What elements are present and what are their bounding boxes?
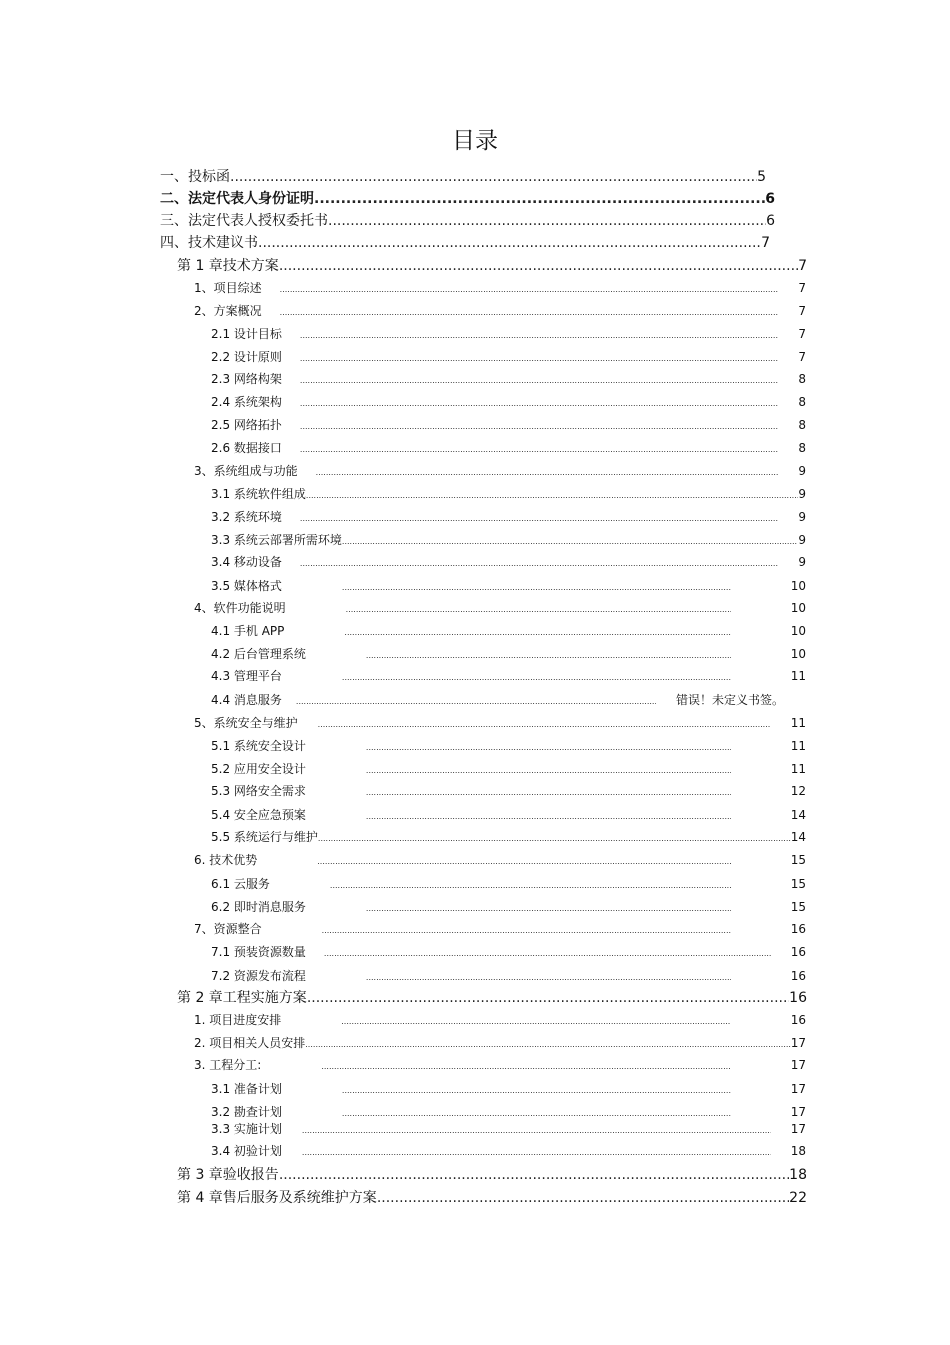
dot-leader xyxy=(318,717,771,733)
dot-leader xyxy=(318,831,791,847)
toc-entry[interactable] xyxy=(211,554,806,572)
toc-entry[interactable] xyxy=(211,1081,806,1099)
toc-entry-label: 3.2 勘查计划 xyxy=(211,1105,282,1119)
toc-entry[interactable] xyxy=(211,394,806,412)
toc-entry-page-number: 8 xyxy=(798,441,806,455)
toc-entry-page-number: 16 xyxy=(790,969,806,983)
toc-entry-label: 第 4 章售后服务及系统维护方案 xyxy=(177,1190,377,1206)
toc-entry-page-number: 15 xyxy=(790,877,806,891)
toc-entry-page-number: 17 xyxy=(790,1036,806,1050)
dot-leader xyxy=(280,282,779,298)
dot-leader xyxy=(300,419,778,435)
toc-entry-page-number: 9 xyxy=(798,464,806,478)
toc-entry-label: 3.5 媒体格式 xyxy=(211,579,282,593)
dot-leader xyxy=(366,785,731,801)
toc-entry[interactable] xyxy=(177,1166,807,1184)
dot-leader xyxy=(342,670,731,686)
toc-entry-label: 2、方案概况 xyxy=(194,304,262,318)
toc-entry-label: 7、资源整合 xyxy=(194,922,262,936)
toc-entry[interactable] xyxy=(211,440,806,458)
dot-leader xyxy=(330,878,731,894)
toc-entry[interactable] xyxy=(211,738,806,756)
toc-entry[interactable] xyxy=(211,532,806,550)
toc-entry-label: 4.4 消息服务 xyxy=(211,693,282,707)
dot-leader xyxy=(344,625,730,641)
toc-entry-label: 3.1 准备计划 xyxy=(211,1082,282,1096)
toc-entry-label: 1、项目综述 xyxy=(194,281,262,295)
toc-entry-label: 3.4 移动设备 xyxy=(211,555,282,569)
toc-entry-label: 5.2 应用安全设计 xyxy=(211,762,306,776)
dot-leader xyxy=(346,602,731,618)
dot-leader xyxy=(366,809,731,825)
toc-entry[interactable] xyxy=(177,1189,807,1207)
dot-leader xyxy=(305,1037,790,1053)
dot-leader xyxy=(296,694,656,710)
dot-leader xyxy=(377,1189,789,1207)
toc-entry[interactable] xyxy=(160,190,775,208)
toc-entry-page-number: 9 xyxy=(798,487,806,501)
toc-entry-label: 第 2 章工程实施方案 xyxy=(177,990,307,1006)
dot-leader xyxy=(300,442,778,458)
toc-entry-page-number: 22 xyxy=(789,1190,807,1206)
toc-entry-label: 3.1 系统软件组成 xyxy=(211,487,306,501)
toc-entry[interactable] xyxy=(211,876,806,894)
toc-entry-page-number: 11 xyxy=(790,716,806,730)
toc-entry[interactable] xyxy=(211,968,806,986)
toc-entry-page-number: 17 xyxy=(790,1082,806,1096)
toc-entry-page-number: 17 xyxy=(790,1058,806,1072)
toc-entry-page-number: 16 xyxy=(789,990,807,1006)
toc-entry[interactable] xyxy=(194,852,806,870)
toc-entry[interactable] xyxy=(211,829,806,847)
toc-entry-page-number: 8 xyxy=(798,372,806,386)
toc-entry-page-number: 16 xyxy=(790,945,806,959)
toc-entry-page-number: 14 xyxy=(790,830,806,844)
toc-entry[interactable] xyxy=(194,1012,806,1030)
toc-entry-page-number: 10 xyxy=(790,647,806,661)
page-title: 目录 xyxy=(452,128,498,154)
toc-entry-page-number: 11 xyxy=(790,669,806,683)
toc-entry[interactable] xyxy=(194,280,806,298)
toc-entry-page-number: 8 xyxy=(798,418,806,432)
toc-entry-label: 5、系统安全与维护 xyxy=(194,716,298,730)
dot-leader xyxy=(279,257,798,275)
toc-entry[interactable] xyxy=(194,1057,806,1075)
toc-entry-page-number: 错误！未定义书签。 xyxy=(675,693,784,707)
toc-entry[interactable] xyxy=(211,326,806,344)
toc-entry-label: 4、软件功能说明 xyxy=(194,601,286,615)
dot-leader xyxy=(324,946,771,962)
dot-leader xyxy=(341,1014,730,1030)
dot-leader xyxy=(342,1083,731,1099)
toc-entry-page-number: 9 xyxy=(798,533,806,547)
toc-entry-label: 6.2 即时消息服务 xyxy=(211,900,306,914)
dot-leader xyxy=(302,1145,771,1161)
dot-leader xyxy=(279,1166,789,1184)
toc-entry-label: 二、法定代表人身份证明 xyxy=(160,191,314,207)
dot-leader xyxy=(366,740,731,756)
toc-entry[interactable] xyxy=(211,692,784,710)
toc-entry-page-number: 18 xyxy=(789,1167,807,1183)
toc-entry-label: 4.2 后台管理系统 xyxy=(211,647,306,661)
toc-entry-page-number: 16 xyxy=(790,922,806,936)
dot-leader xyxy=(366,970,731,986)
toc-entry-label: 7.1 预装资源数量 xyxy=(211,945,306,959)
dot-leader xyxy=(306,488,798,504)
toc-entry-page-number: 9 xyxy=(798,555,806,569)
toc-entry-label: 3.3 实施计划 xyxy=(211,1122,282,1136)
toc-entry-label: 6. 技术优势 xyxy=(194,853,258,867)
toc-entry-label: 1. 项目进度安排 xyxy=(194,1013,282,1027)
toc-entry[interactable] xyxy=(177,989,807,1007)
dot-leader xyxy=(317,854,730,870)
toc-entry-label: 第 3 章验收报告 xyxy=(177,1167,279,1183)
toc-entry-label: 2.2 设计原则 xyxy=(211,350,282,364)
dot-leader xyxy=(300,328,778,344)
toc-entry-page-number: 5 xyxy=(757,169,766,185)
toc-entry[interactable] xyxy=(211,646,806,664)
toc-entry-label: 3.2 系统环境 xyxy=(211,510,282,524)
dot-leader xyxy=(322,923,731,939)
toc-entry[interactable] xyxy=(211,899,806,917)
toc-entry-page-number: 10 xyxy=(790,624,806,638)
toc-entry-label: 4.3 管理平台 xyxy=(211,669,282,683)
dot-leader xyxy=(280,305,779,321)
dot-leader xyxy=(300,396,778,412)
toc-entry-label: 三、法定代表人授权委托书 xyxy=(160,213,328,229)
dot-leader xyxy=(302,1123,771,1139)
dot-leader xyxy=(300,373,778,389)
toc-entry-page-number: 10 xyxy=(790,579,806,593)
toc-entry[interactable] xyxy=(194,715,806,733)
toc-entry-page-number: 14 xyxy=(790,808,806,822)
toc-entry-label: 6.1 云服务 xyxy=(211,877,270,891)
toc-entry-label: 5.3 网络安全需求 xyxy=(211,784,306,798)
toc-entry-page-number: 17 xyxy=(790,1122,806,1136)
toc-entry[interactable] xyxy=(194,921,806,939)
toc-entry[interactable] xyxy=(211,807,806,825)
toc-entry-page-number: 12 xyxy=(790,784,806,798)
toc-entry-label: 2.1 设计目标 xyxy=(211,327,282,341)
toc-entry-page-number: 17 xyxy=(790,1105,806,1119)
toc-entry-label: 四、技术建议书 xyxy=(160,235,258,251)
dot-leader xyxy=(342,1106,731,1122)
toc-entry[interactable] xyxy=(211,417,806,435)
toc-entry-label: 2.5 网络拓扑 xyxy=(211,418,282,432)
toc-entry-page-number: 10 xyxy=(790,601,806,615)
toc-entry[interactable] xyxy=(194,600,806,618)
toc-entry[interactable] xyxy=(211,578,806,596)
dot-leader xyxy=(258,234,761,252)
toc-entry[interactable] xyxy=(194,463,806,481)
dot-leader xyxy=(366,763,731,779)
dot-leader xyxy=(300,351,778,367)
toc-entry[interactable] xyxy=(211,783,806,801)
toc-entry-label: 3. 工程分工: xyxy=(194,1058,262,1072)
toc-entry-label: 4.1 手机 APP xyxy=(211,624,285,638)
toc-entry[interactable] xyxy=(211,371,806,389)
toc-entry-page-number: 15 xyxy=(790,853,806,867)
dot-leader xyxy=(342,534,798,550)
toc-entry-label: 5.4 安全应急预案 xyxy=(211,808,306,822)
toc-entry-page-number: 9 xyxy=(798,510,806,524)
dot-leader xyxy=(314,190,765,208)
toc-entry-label: 2. 项目相关人员安排 xyxy=(194,1036,306,1050)
toc-entry[interactable] xyxy=(211,509,806,527)
toc-entry[interactable] xyxy=(211,668,806,686)
toc-entry-page-number: 7 xyxy=(798,327,806,341)
toc-entry-label: 2.3 网络构架 xyxy=(211,372,282,386)
toc-entry-page-number: 15 xyxy=(790,900,806,914)
toc-entry-page-number: 6 xyxy=(765,191,775,207)
toc-entry-label: 7.2 资源发布流程 xyxy=(211,969,306,983)
dot-leader xyxy=(366,901,731,917)
toc-entry-label: 一、投标函 xyxy=(160,169,230,185)
toc-entry[interactable] xyxy=(211,1143,806,1161)
toc-entry[interactable] xyxy=(211,1121,806,1139)
toc-entry-label: 3.3 系统云部署所需环境 xyxy=(211,533,342,547)
toc-entry-page-number: 6 xyxy=(766,213,775,229)
toc-entry-page-number: 7 xyxy=(798,350,806,364)
toc-entry-page-number: 7 xyxy=(798,281,806,295)
toc-entry-page-number: 8 xyxy=(798,395,806,409)
toc-entry-page-number: 7 xyxy=(798,258,807,274)
toc-entry-page-number: 16 xyxy=(790,1013,806,1027)
toc-entry[interactable] xyxy=(194,1035,806,1053)
toc-entry-label: 第 1 章技术方案 xyxy=(177,258,279,274)
toc-entry[interactable] xyxy=(211,623,806,641)
toc-entry-label: 3.4 初验计划 xyxy=(211,1144,282,1158)
toc-entry-page-number: 11 xyxy=(790,762,806,776)
toc-entry-page-number: 18 xyxy=(790,1144,806,1158)
toc-entry-label: 2.6 数据接口 xyxy=(211,441,282,455)
dot-leader xyxy=(307,989,789,1007)
dot-leader xyxy=(230,168,757,186)
toc-entry-label: 2.4 系统架构 xyxy=(211,395,282,409)
dot-leader xyxy=(366,648,731,664)
toc-entry[interactable] xyxy=(194,303,806,321)
toc-entry[interactable] xyxy=(211,486,806,504)
toc-entry[interactable] xyxy=(160,168,766,186)
toc-entry[interactable] xyxy=(211,1104,806,1122)
toc-entry[interactable] xyxy=(211,944,806,962)
toc-entry-page-number: 7 xyxy=(761,235,770,251)
toc-entry[interactable] xyxy=(177,257,807,275)
toc-entry-label: 5.5 系统运行与维护 xyxy=(211,830,318,844)
dot-leader xyxy=(321,1059,730,1075)
toc-entry[interactable] xyxy=(211,349,806,367)
dot-leader xyxy=(342,580,731,596)
dot-leader xyxy=(328,212,766,230)
toc-entry[interactable] xyxy=(160,212,775,230)
toc-entry-label: 3、系统组成与功能 xyxy=(194,464,298,478)
dot-leader xyxy=(300,511,778,527)
dot-leader xyxy=(300,556,778,572)
toc-entry[interactable] xyxy=(211,761,806,779)
toc-entry[interactable] xyxy=(160,234,770,252)
dot-leader xyxy=(316,465,779,481)
toc-entry-page-number: 11 xyxy=(790,739,806,753)
toc-entry-page-number: 7 xyxy=(798,304,806,318)
toc-entry-label: 5.1 系统安全设计 xyxy=(211,739,306,753)
